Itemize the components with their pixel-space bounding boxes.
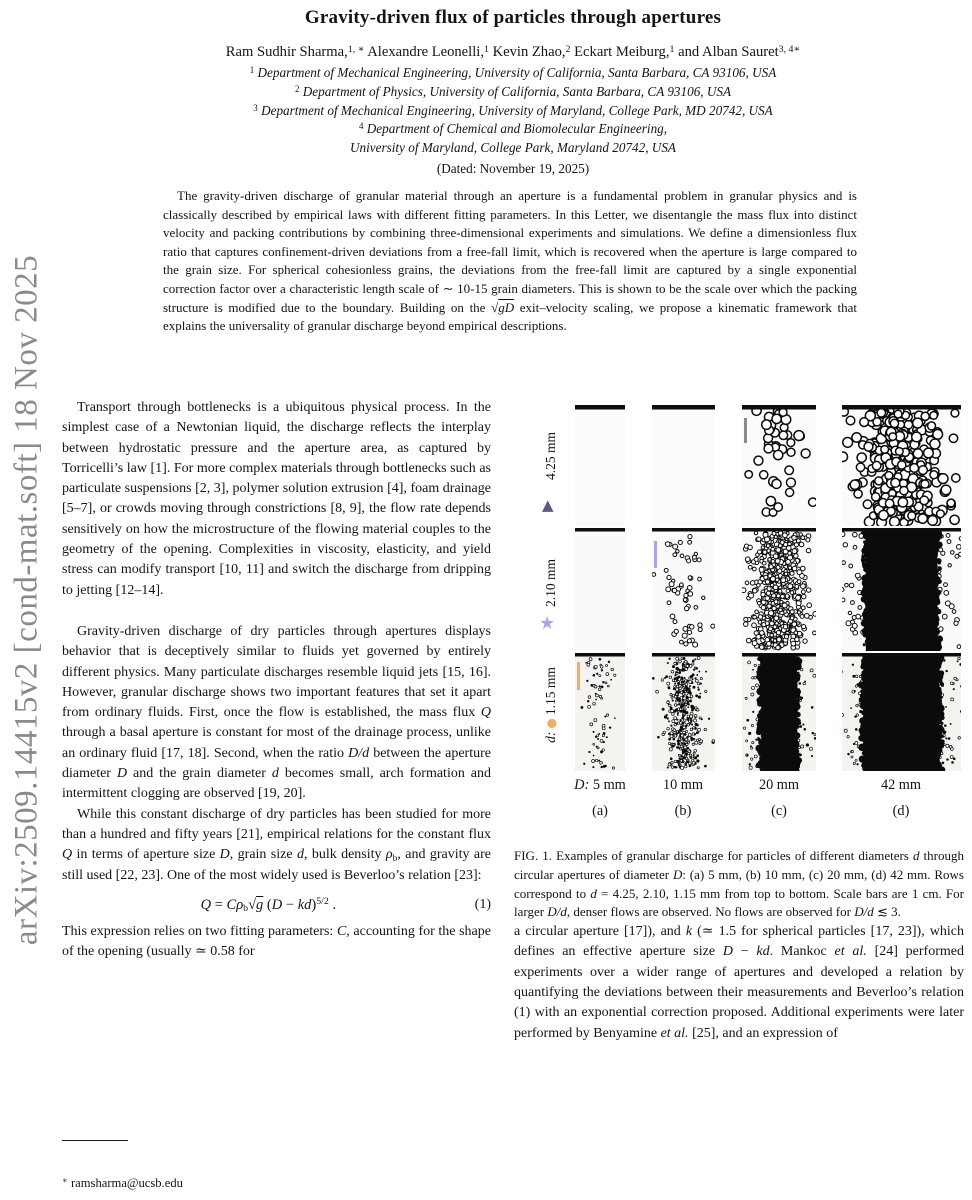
affiliations [60,64,966,179]
paragraph-mankoc: a circular aperture [17]), and k (≃ 1.5 for spherical particles [17, 23]), which defines an effective aperture size D − kd. Mankoc et al. [24] performed experiments over a wider range of apertures and developed a relation by quantifying the deviations between their measurements and Beverloo’s relation (1) with an exponential correction proposed. Additional experiments were later performed by Benyamine et al. [25], and an expression of [514,924,964,1041]
affiliation-line-4: $^4$ Department of Chemical and Biomolecular Engineering, [358,121,668,137]
abstract: The gravity-driven discharge of granular material through an aperture is a fundamental problem in granular physics and is classically described by empirical laws with different fitting parameters. In this Letter, we disentangle the mass flux into distinct velocity and packing contributions by combining three-dimensional experiments and simulations. We define a dimensionless flux ratio that captures confinement-driven deviations from a free-fall limit, which is recovered when the aperture is large compared to the grain size. For spherical cohesionless grains, the deviations from the free-fall limit are captured by a single exponential correction factor over a characteristic length scale of ∼ 10-15 grain diameters. This is shown to be the scale over which the packing structure is modified due to the boundary. Building on the √gD exit–velocity scaling, we propose a kinematic framework that explains the universality of granular discharge beyond empirical descriptions. [163,188,858,334]
paragraph-beverloo: While this constant discharge of dry particles has been studied for more than a hundred and fifty years [21], empirical relations for the constant flux Q in terms of aperture size D, grain size d, bulk density ρb, and gravity are still used [22, 23]. One of the most widely used is Beverloo’s relation [23]: [62,806,491,883]
panel-sublabel-c: (c) [771,803,787,819]
paragraph-granular-discharge: Gravity-driven discharge of dry particles through apertures displays behavior that is deceptively similar to fluids yet governed by entirely different physics. Many particulate discharges resemble liquid jets [15, 16]. However, granular discharge shows two important features that set it apart from ordinary fluids. First, once the flow is established, the mass flux Q through a basal aperture is constant for most of the drainage process, unlike an ordinary fluid [17, 18]. Second, when the ratio D/d between the aperture diameter D and the grain diameter d becomes small, arch formation and intermittent clogging are observed [19, 20]. [62,623,492,802]
figure-1-panels-canvas [514,398,964,830]
triangle-marker-icon: ▲ [542,496,554,514]
panel-sublabel-b: (b) [674,803,692,819]
footnote-rule [62,1140,128,1141]
affiliation-line-2: $^2$ Department of Physics, University of California, Santa Barbara, CA 93106, USA [294,83,732,99]
authors-line: Ram Sudhir Sharma,$^{1, ∗}$ Alexandre Leonelli,$^1$ Kevin Zhao,$^2$ Eckart Meiburg,$^1$ and Alban Sauret$^{3, 4∗}$ [225,43,801,60]
page-title: Gravity-driven flux of particles through apertures [304,7,722,28]
row-label-text: 1.15 mm [543,667,558,716]
dated-line: (Dated: November 19, 2025) [436,160,590,176]
equation-number: (1) [474,896,491,912]
paragraph-intro: Transport through bottlenecks is a ubiquitous physical process. In the simplest case of a Newtonian liquid, the discharge reflects the interplay between hydrostatic pressure and the aperture area, as captured by Torricelli’s law [1]. For more complex materials through bottlenecks such as particulate suspensions [2, 3], polymer solution extrusion [4], foam drainage [5–7], or crowds moving through constrictions [8, 9], the flow rate depends sensitively on how the microstructure of the flowing material couples to the geometry of the opening. Complexities in viscosity, elasticity, and yield stress can modify transport [10, 11] and switch the discharge from dripping to jetting [12–14]. [62,400,491,598]
column-label-D20 [734,775,824,795]
row-label-d425 [540,414,562,498]
equation-1 [62,895,491,915]
affiliation-line-5: University of Maryland, College Park, Maryland 20742, USA [350,140,676,156]
column-label-D5 [555,775,645,795]
column-label-text: 42 mm [880,777,922,793]
row-label-text: 4.25 mm [543,432,558,481]
paragraph-fitting-parameters: This expression relies on two fitting parameters: C, accounting for the shape of the opening (usually ≃ 0.58 for [62,924,491,960]
column-label-D10 [638,775,728,795]
column-label-D42 [856,775,946,795]
star-marker-icon: ★ [539,613,556,634]
arxiv-watermark: arXiv:2509.14415v2 [cond-mat.soft] 18 Nov 2025 [8,254,45,946]
footnote-email[interactable]: ∗ ramsharma@ucsb.edu [62,1175,183,1190]
row-label-text: 2.10 mm [543,559,558,608]
row-label-prefix: d: [543,731,558,743]
right-column [514,398,964,1044]
row-label-d115 [540,650,562,760]
column-label-text: 5 mm [592,777,626,793]
panel-sublabel-a: (a) [592,803,608,819]
circle-marker-icon: ● [544,718,558,729]
figure-caption: FIG. 1. Examples of granular discharge for particles of different diameters d through circular apertures of diameter D: (a) 5 mm, (b) 10 mm, (c) 20 mm, (d) 42 mm. Rows correspond to d = 4.25, 2.10, 1.15 mm from top to bottom. Scale bars are 1 cm. For larger D/d, denser flows are observed. No flows are observed for D/d ≲ 3. [514,848,964,920]
column-label-text: 10 mm [662,777,704,793]
figure-1 [514,398,964,830]
column-label-text: 20 mm [758,777,800,793]
equation-body: Q = Cρb√g (D − kd)$^{5/2}$ . [200,896,337,915]
column-label-prefix: D: [574,777,590,793]
affiliation-line-3: $^3$ Department of Mechanical Engineering, University of Maryland, College Park, MD 20742, USA [253,102,773,118]
left-column [62,398,491,963]
affiliation-line-1: $^1$ Department of Mechanical Engineering, University of California, Santa Barbara, CA 93106, USA [249,64,777,80]
panel-sublabel-d: (d) [892,803,910,819]
